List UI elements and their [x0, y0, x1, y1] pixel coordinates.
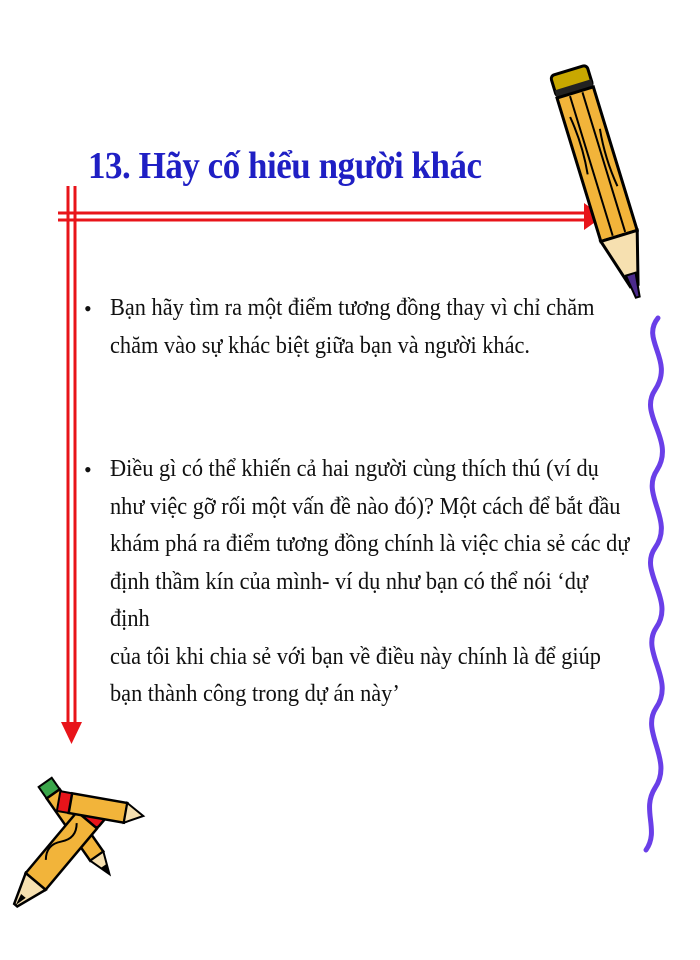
crossed-pencils-clipart-icon [6, 778, 145, 914]
red-arrow-right [58, 203, 603, 230]
bullet-text: Điều gì có thể khiến cả hai người cùng thích thú (ví dụ như việc gỡ rối một vấn đề nào đó)? Một cách để bắt đầu khám phá ra điểm tương đồng chính là việc chia sẻ các dự định thầm kín của mình- ví dụ như bạn có thể nói ‘dự định của tôi khi chia sẻ với bạn về điều này chính là để giúp bạn thành công trong dự án này’ [110, 456, 630, 707]
bullet-text: Bạn hãy tìm ra một điểm tương đồng thay vì chỉ chăm chăm vào sự khác biệt giữa bạn và người khác. [110, 295, 595, 359]
purple-squiggle-line [646, 318, 662, 850]
bullet-marker: • [84, 296, 92, 321]
red-arrow-down [61, 186, 82, 744]
bullet-item [84, 451, 630, 714]
pencil-clipart-icon [550, 65, 656, 303]
bullet-marker: • [84, 457, 92, 482]
bullet-item [84, 290, 624, 365]
slide-title: 13. Hãy cố hiểu người khác [88, 145, 482, 187]
